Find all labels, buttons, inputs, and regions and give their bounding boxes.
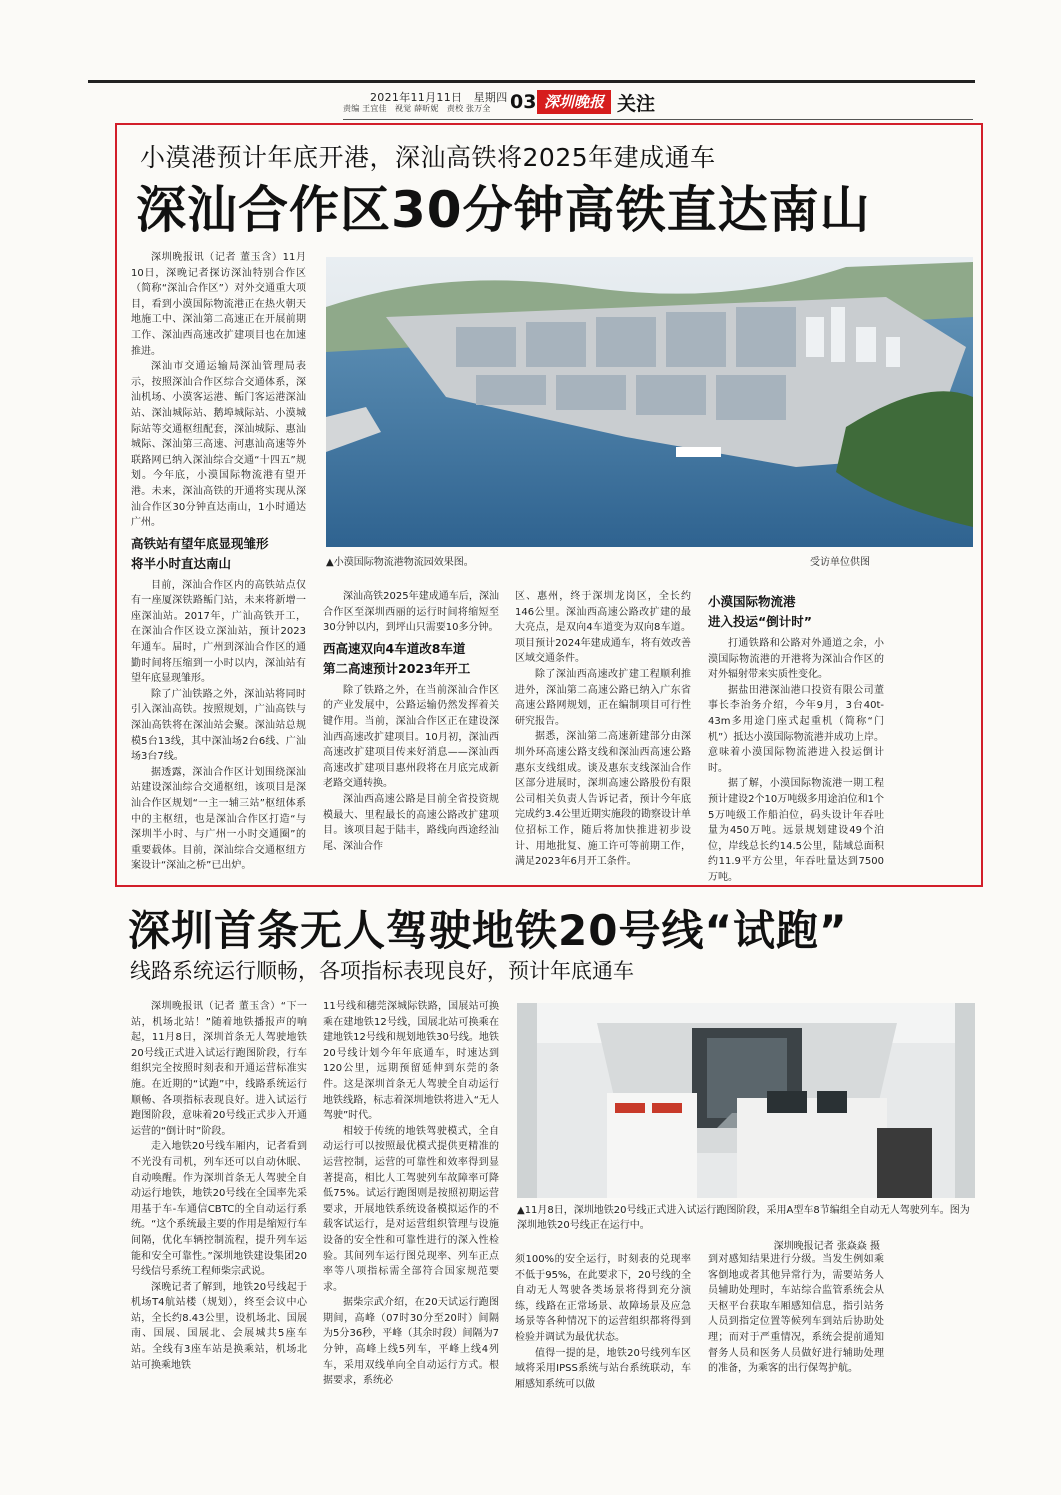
paragraph: 深汕市交通运输局深汕管理局表示，按照深汕合作区综合交通体系，深汕机场、小漠客运港、鲘门客运港深汕站、深汕城际站、鹅埠城际站、小漠城际站等交通枢纽配套，深汕城际、惠汕城际、深汕第三高速、河惠汕高速等外联路网已纳入深汕综合交通“十四五”规划。今年底，小漠国际物流港有望开港。未来，深汕高铁的开通将实现从深汕合作区30分钟直达南山，1小时通达广州。: [131, 361, 306, 529]
story1-subhead-2: 西高速双向4车道改8车道 第二高速预计2023年开工: [323, 640, 471, 676]
paragraph: 深汕高铁2025年建成通车后，深汕合作区至深圳西丽的运行时间将缩短至30分钟以内，到坪山只需要10多分钟。: [323, 591, 499, 634]
story1-subhead-1: 高铁站有望年底显现雏形 将半小时直达南山: [131, 535, 269, 571]
editor-credits: 责编 王宜佳 视觉 薛昕妮 责校 张万全: [343, 104, 491, 113]
story2-column-2: [323, 999, 499, 1389]
metro-photo-caption: ▲11月8日，深圳地铁20号线正式进入试运行跑图阶段，采用A型车8节编组全自动无人驾驶列车。图为深圳地铁20号线正在运行中。: [517, 1205, 970, 1231]
story1-col4-body: [708, 636, 884, 886]
page-number: 03: [510, 91, 537, 113]
port-photo-credit: 受访单位供图: [810, 557, 870, 568]
newspaper-logo: 深圳晚报: [537, 90, 611, 114]
story1-subhead-3: 小漠国际物流港 进入投运“倒计时”: [708, 594, 812, 629]
story1-column-1: [131, 250, 306, 874]
metro-photo-credit: 深圳晚报记者 张焱焱 摄: [773, 1241, 880, 1252]
metro-cab-photo: [517, 1003, 975, 1198]
story1-col2-body: [323, 683, 499, 855]
story2-column-3: [515, 1252, 691, 1392]
paragraph: 须100%的安全运行，时刻表的兑现率不低于95%，在此要求下，20号线的全自动无人驾驶各类场景将得到充分演练，线路在正常场景、故障场景及应急场景等各种情况下的运营组织都将得到检验并调试为最优状态。: [515, 1254, 691, 1343]
story1-headline: 深汕合作区30分钟高铁直达南山: [136, 181, 871, 239]
story1-col1-intro: [131, 250, 306, 531]
header-rule: [343, 119, 973, 120]
story2-deck: 线路系统运行顺畅，各项指标表现良好，预计年底通车: [130, 959, 634, 983]
paragraph: 深汕西高速公路是目前全省投资规模最大、里程最长的高速公路改扩建项目。该项目起于陆丰，路线向西途经汕尾、深汕合作: [323, 793, 499, 852]
story1-col2-intro: [323, 589, 499, 636]
metro-cab-illustration: [517, 1003, 975, 1198]
paragraph: 相较于传统的地铁驾驶模式，全自动运行可以按照最优模式提供更精准的运营控制，运营的可靠性和效率得到显著提高，相比人工驾驶列车故障率可降低75%。试运行跑图则是按照初期运营要求，开展地铁系统设备模拟运作的不载客试运行，是对运营组织管理与设施设备的安全性和可靠性进行的深入性检验。其间列车运行图兑现率、列车正点率等八项指标需全部符合国家规范要求。: [323, 1125, 499, 1293]
story2-col2-body: [323, 999, 499, 1389]
story2-col3-body: [515, 1252, 691, 1392]
story2-col1-body: [131, 999, 307, 1373]
port-photo-caption: ▲小漠国际物流港物流园效果图。: [326, 557, 474, 568]
story1-col1-body: [131, 578, 306, 874]
story1-column-2: [323, 589, 499, 854]
paragraph: 11号线和穗莞深城际铁路，国展站可换乘在建地铁12号线，国展北站可换乘在建地铁12号线和规划地铁30号线。地铁20号线计划今年年底通车，时速达到120公里，远期预留延伸到东莞的条件。这是深圳首条无人驾驶全自动运行地铁线路，标志着深圳地铁将进入“无人驾驶”时代。: [323, 1001, 499, 1122]
paragraph: 除了铁路之外，在当前深汕合作区的产业发展中，公路运输仍然发挥着关键作用。当前，深汕合作区正在建设深汕西高速改扩建项目。10月初，深汕西高速改扩建项目传来好消息——深汕西高速改扩建项目惠州段将在月底完成新老路交通转换。: [323, 684, 499, 790]
paragraph: 除了深汕西高速改扩建工程顺利推进外，深汕第二高速公路已纳入广东省高速公路网规划，正在编制项目可行性研究报告。: [515, 668, 691, 727]
paragraph: 区、惠州，终于深圳龙岗区，全长约146公里。深汕西高速公路改扩建的最大亮点，是双向4车道变为双向8车道。项目预计2024年建成通车，将有效改善区域交通条件。: [515, 591, 691, 665]
paragraph: 据悉，深汕第二高速新建部分由深圳外环高速公路支线和深汕西高速公路惠东支线组成。谈及惠东支线深汕合作区部分进展时，深圳高速公路股份有限公司相关负责人告诉记者，预计今年底完成约3.4公里近期实施段的勘察设计单位招标工作，随后将加快推进初步设计、用地批复、施工许可等前期工作，满足2023年6月开工条件。: [515, 731, 691, 868]
paragraph: 深晚记者了解到，地铁20号线起于机场T4航站楼（规划），终至会议中心站，全长约8.43公里，设机场北、国展南、国展、国展北、会展城共5座车站。全线有3座车站是换乘站，机场北站可换乘地铁: [131, 1281, 307, 1371]
paragraph: 值得一提的是，地铁20号线列车区域将采用IPSS系统与站台系统联动，车厢感知系统可以做: [515, 1347, 691, 1390]
paragraph: 到对感知结果进行分级。当发生例如乘客倒地或者其他异常行为，需要站务人员辅助处理时，车站综合监管系统会从天枢平台获取车厢感知信息，指引站务人员到指定位置等候列车到站后协助处理；而对于严重情况，系统会提前通知督务人员和医务人员做好进行辅助处理的准备，为乘客的出行保驾护航。: [708, 1254, 884, 1375]
story1-deck: 小漠港预计年底开港，深汕高铁将2025年建成通车: [140, 143, 716, 172]
paragraph: 深圳晚报讯（记者 董玉含）11月10日，深晚记者探访深汕特别合作区（简称“深汕合作区”）对外交通重大项目，看到小漠国际物流港正在热火朝天地施工中、深汕第二高速正在开展前期工作、深汕西高速改扩建项目也在加速推进。: [131, 252, 306, 357]
paragraph: 据了解，小漠国际物流港一期工程预计建设2个10万吨级多用途泊位和1个5万吨级工作船泊位，码头设计年吞吐量为450万吨。远景规划建设49个泊位，岸线总长约14.5公里，陆域总面积约11.9平方公里，年吞吐量达到7500万吨。: [708, 778, 884, 883]
paragraph: 走入地铁20号线车厢内，记者看到不光没有司机，列车还可以自动休眠、自动唤醒。作为深圳首条无人驾驶全自动运行地铁，地铁20号线在全国率先采用基于车-车通信CBTC的全自动运行系统。“这个系统最主要的作用是缩短行车间隔，优化车辆控制流程，提升列车运能和安全可靠性。”深圳地铁建设集团20号线信号系统工程师柴宗武说。: [131, 1141, 307, 1278]
port-rendering-photo: [326, 257, 973, 547]
story2-headline: 深圳首条无人驾驶地铁20号线“试跑”: [128, 906, 848, 955]
paragraph: 目前，深汕合作区内的高铁站点仅有一座厦深铁路鲘门站，未来将新增一座深汕站。2017年，广汕高铁开工，在深汕合作区设立深汕站，预计2023年通车。届时，广州到深汕合作区的通勤时间将压缩到一小时以内，深汕站有望年底显现雏形。: [131, 579, 306, 685]
paragraph: 据柴宗武介绍，在20天试运行跑图期间，高峰（07时30分至20时）间隔为5分36秒，平峰（其余时段）间隔为7分钟，高峰上线5列车，平峰上线4列车，采用双线单向全自动运行方式。根据要求，系统必: [323, 1297, 499, 1387]
story2-column-4: [708, 1252, 884, 1377]
story2-column-1: [131, 999, 307, 1373]
paragraph: 打通铁路和公路对外通道之余，小漠国际物流港的开港将为深汕合作区的对外辐射带来实质性变化。: [708, 638, 884, 681]
story2-col4-body: [708, 1252, 884, 1377]
section-name: 关注: [617, 93, 656, 115]
story1-column-4: [708, 592, 884, 886]
top-rule: [88, 80, 975, 83]
paragraph: 除了广汕铁路之外，深汕站将同时引入深汕高铁。按照规划，广汕高铁与深汕高铁将在深汕站会聚。深汕站总规模5台13线，其中深汕场2台6线、广汕场3台7线。: [131, 688, 306, 763]
paragraph: 据盐田港深汕港口投资有限公司董事长李治务介绍，今年9月，3台40t-43m多用途门座式起重机（简称“门机”）抵达小漠国际物流港并成功上岸。意味着小漠国际物流港进入投运倒计时。: [708, 684, 884, 774]
paragraph: 据透露，深汕合作区计划围绕深汕站建设深汕综合交通枢纽，该项目是深汕合作区规划“一主一辅三站”枢纽体系中的主枢纽，也是深汕合作区打造“与深圳半小时、与广州一小时交通圈”的重要载体。目前，深汕综合交通枢纽方案设计“深汕之桥”已出炉。: [131, 766, 306, 872]
story1-col3-body: [515, 589, 691, 870]
story1-column-3: [515, 589, 691, 870]
paragraph: 深圳晚报讯（记者 董玉含）“下一站，机场北站！”随着地铁播报声的响起，11月8日，深圳首条无人驾驶地铁20号线正式进入试运行跑图阶段，行车组织完全按照时刻表和开通运营标准实施。在近期的“试跑”中，线路系统运行顺畅、各项指标表现良好。进入试运行跑图阶段，意味着20号线正式步入开通运营的“倒计时”阶段。: [131, 1001, 307, 1137]
issue-date: 2021年11月11日 星期四: [370, 91, 508, 104]
port-rendering-illustration: [326, 257, 973, 547]
